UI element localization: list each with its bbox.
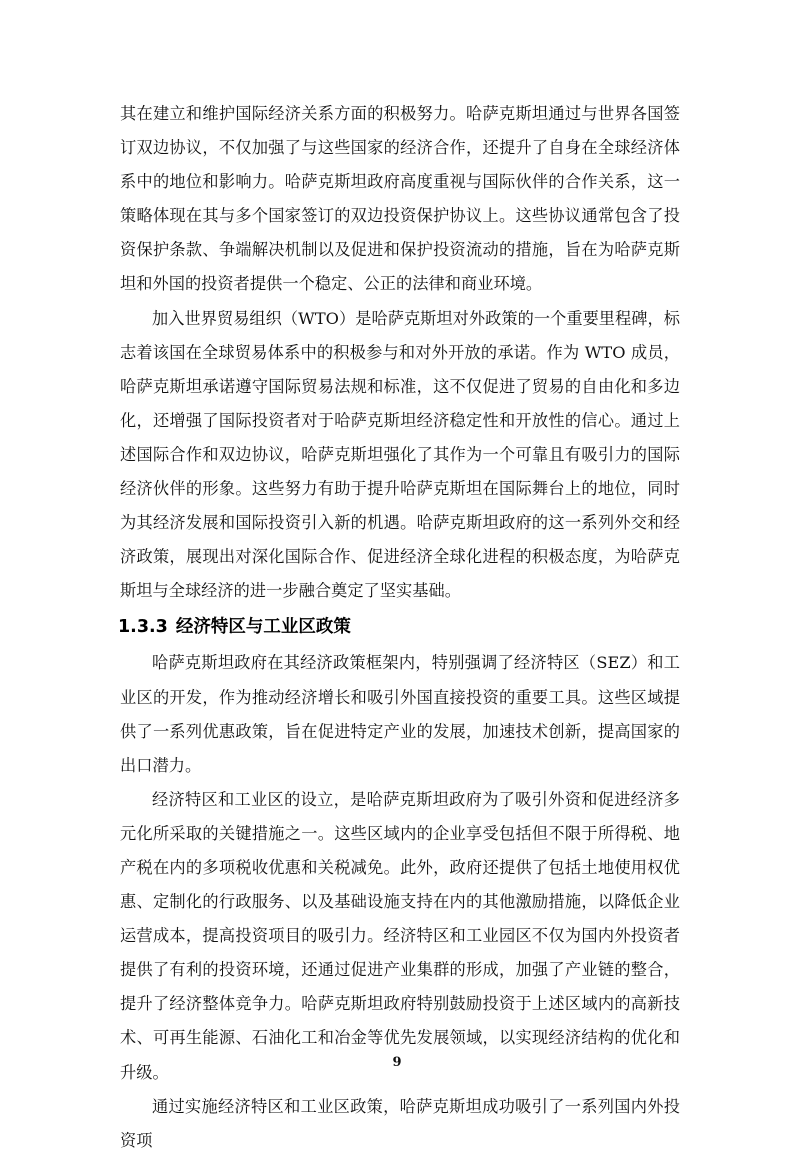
- body-paragraph-sez-intro: 哈萨克斯坦政府在其经济政策框架内，特别强调了经济特区（SEZ）和工业区的开发，作为推动经济增长和吸引外国直接投资的重要工具。这些区域提供了一系列优惠政策，旨在促进特定产业的发展，加速技术创新，提高国家的出口潜力。: [120, 653, 680, 775]
- body-paragraph-wto: 加入世界贸易组织（WTO）是哈萨克斯坦对外政策的一个重要里程碑，标志着该国在全球贸易体系中的积极参与和对外开放的承诺。作为 WTO 成员，哈萨克斯坦承诺遵守国际贸易法规和标准，这不仅促进了贸易的自由化和多边化，还增强了国际投资者对于哈萨克斯坦经济稳定性和开放性的信心。通过上述国际合作和双边协议，哈萨克斯坦强化了其作为一个可靠且有吸引力的国际经济伙伴的形象。这些努力有助于提升哈萨克斯坦在国际舞台上的地位，同时为其经济发展和国际投资引入新的机遇。哈萨克斯坦政府的这一系列外交和经济政策，展现出对深化国际合作、促进经济全球化进程的积极态度，为哈萨克斯坦与全球经济的进一步融合奠定了坚实基础。: [120, 308, 680, 601]
- page-content: [120, 97, 680, 1158]
- section-heading: [118, 612, 680, 642]
- section-title: 经济特区与工业区政策: [175, 617, 351, 638]
- body-paragraph-sez-incentives: 经济特区和工业区的设立，是哈萨克斯坦政府为了吸引外资和促进经济多元化所采取的关键措施之一。这些区域内的企业享受包括但不限于所得税、地产税在内的多项税收优惠和关税减免。此外，政府还提供了包括土地使用权优惠、定制化的行政服务、以及基础设施支持在内的其他激励措施，以降低企业运营成本，提高投资项目的吸引力。经济特区和工业园区不仅为国内外投资者提供了有利的投资环境，还通过促进产业集群的形成，加强了产业链的整合，提升了经济整体竞争力。哈萨克斯坦政府特别鼓励投资于上述区域内的高新技术、可再生能源、石油化工和冶金等优先发展领域，以实现经济结构的优化和升级。: [120, 789, 680, 1082]
- body-paragraph-continued: 其在建立和维护国际经济关系方面的积极努力。哈萨克斯坦通过与世界各国签订双边协议，不仅加强了与这些国家的经济合作，还提升了自身在全球经济体系中的地位和影响力。哈萨克斯坦政府高度重视与国际伙伴的合作关系，这一策略体现在其与多个国家签订的双边投资保护协议上。这些协议通常包含了投资保护条款、争端解决机制以及促进和保护投资流动的措施，旨在为哈萨克斯坦和外国的投资者提供一个稳定、公正的法律和商业环境。: [120, 104, 680, 294]
- page-number: 9: [392, 1055, 402, 1070]
- section-number: 1.3.3: [118, 617, 168, 638]
- body-paragraph-sez-results: 通过实施经济特区和工业区政策，哈萨克斯坦成功吸引了一系列国内外投资项: [120, 1096, 680, 1150]
